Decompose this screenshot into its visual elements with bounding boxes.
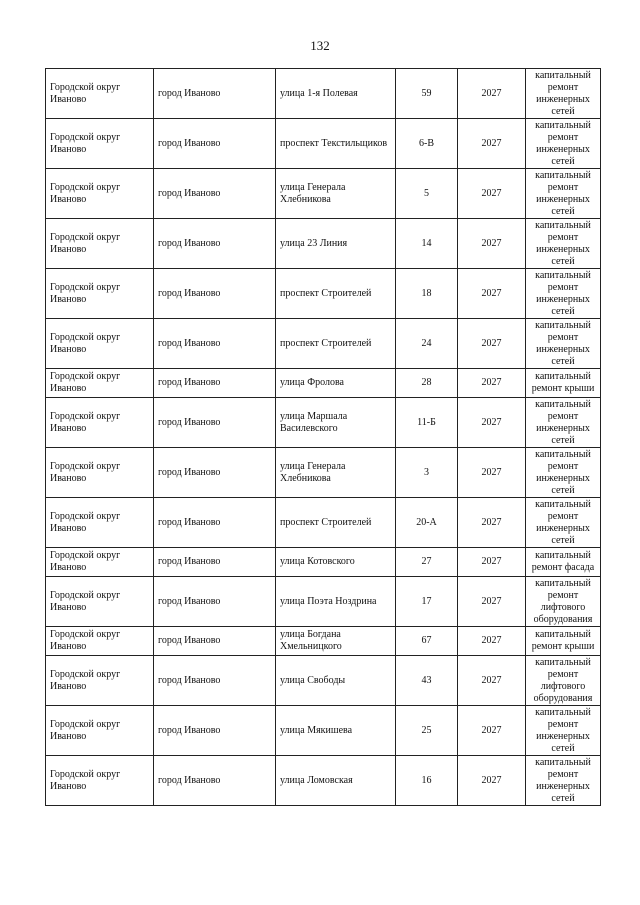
municipality-cell: Городской округ Иваново xyxy=(46,627,154,656)
locality-cell: город Иваново xyxy=(154,119,276,169)
house-number-cell: 5 xyxy=(396,169,458,219)
table-row xyxy=(46,319,601,369)
house-number-cell: 16 xyxy=(396,756,458,806)
municipality-cell: Городской округ Иваново xyxy=(46,69,154,119)
work-type-cell: капитальный ремонт лифтового оборудования xyxy=(526,656,601,706)
house-number-cell: 6-В xyxy=(396,119,458,169)
house-number-cell: 18 xyxy=(396,269,458,319)
table-row xyxy=(46,548,601,577)
house-number-cell: 24 xyxy=(396,319,458,369)
municipality-cell: Городской округ Иваново xyxy=(46,169,154,219)
table-row xyxy=(46,756,601,806)
municipality-cell: Городской округ Иваново xyxy=(46,498,154,548)
municipality-cell: Городской округ Иваново xyxy=(46,398,154,448)
locality-cell: город Иваново xyxy=(154,548,276,577)
street-cell: улица Ломовская xyxy=(276,756,396,806)
table-row xyxy=(46,119,601,169)
table-row xyxy=(46,498,601,548)
table-row xyxy=(46,219,601,269)
locality-cell: город Иваново xyxy=(154,69,276,119)
year-cell: 2027 xyxy=(458,498,526,548)
locality-cell: город Иваново xyxy=(154,398,276,448)
house-number-cell: 17 xyxy=(396,577,458,627)
table-body xyxy=(46,69,601,806)
year-cell: 2027 xyxy=(458,656,526,706)
locality-cell: город Иваново xyxy=(154,319,276,369)
house-number-cell: 14 xyxy=(396,219,458,269)
municipality-cell: Городской округ Иваново xyxy=(46,119,154,169)
work-type-cell: капитальный ремонт инженерных сетей xyxy=(526,706,601,756)
locality-cell: город Иваново xyxy=(154,269,276,319)
table-row xyxy=(46,448,601,498)
work-type-cell: капитальный ремонт инженерных сетей xyxy=(526,119,601,169)
year-cell: 2027 xyxy=(458,398,526,448)
street-cell: улица Поэта Ноздрина xyxy=(276,577,396,627)
table-row xyxy=(46,706,601,756)
municipality-cell: Городской округ Иваново xyxy=(46,548,154,577)
year-cell: 2027 xyxy=(458,319,526,369)
house-number-cell: 25 xyxy=(396,706,458,756)
work-type-cell: капитальный ремонт инженерных сетей xyxy=(526,448,601,498)
locality-cell: город Иваново xyxy=(154,706,276,756)
street-cell: улица Богдана Хмельницкого xyxy=(276,627,396,656)
year-cell: 2027 xyxy=(458,269,526,319)
work-type-cell: капитальный ремонт инженерных сетей xyxy=(526,219,601,269)
table-row xyxy=(46,169,601,219)
street-cell: улица Свободы xyxy=(276,656,396,706)
street-cell: улица Маршала Василевского xyxy=(276,398,396,448)
locality-cell: город Иваново xyxy=(154,756,276,806)
street-cell: улица Мякишева xyxy=(276,706,396,756)
street-cell: проспект Строителей xyxy=(276,498,396,548)
page-number: 132 xyxy=(310,38,330,53)
house-number-cell: 3 xyxy=(396,448,458,498)
street-cell: улица 1-я Полевая xyxy=(276,69,396,119)
house-number-cell: 27 xyxy=(396,548,458,577)
work-type-cell: капитальный ремонт инженерных сетей xyxy=(526,756,601,806)
repair-register-table xyxy=(45,68,601,806)
table-row xyxy=(46,369,601,398)
street-cell: проспект Строителей xyxy=(276,269,396,319)
year-cell: 2027 xyxy=(458,448,526,498)
locality-cell: город Иваново xyxy=(154,577,276,627)
work-type-cell: капитальный ремонт инженерных сетей xyxy=(526,398,601,448)
house-number-cell: 43 xyxy=(396,656,458,706)
street-cell: улица Генерала Хлебникова xyxy=(276,448,396,498)
year-cell: 2027 xyxy=(458,169,526,219)
street-cell: улица Котовского xyxy=(276,548,396,577)
table-row xyxy=(46,656,601,706)
municipality-cell: Городской округ Иваново xyxy=(46,269,154,319)
street-cell: улица 23 Линия xyxy=(276,219,396,269)
work-type-cell: капитальный ремонт крыши xyxy=(526,627,601,656)
year-cell: 2027 xyxy=(458,548,526,577)
house-number-cell: 67 xyxy=(396,627,458,656)
work-type-cell: капитальный ремонт инженерных сетей xyxy=(526,69,601,119)
work-type-cell: капитальный ремонт инженерных сетей xyxy=(526,498,601,548)
street-cell: улица Фролова xyxy=(276,369,396,398)
locality-cell: город Иваново xyxy=(154,448,276,498)
locality-cell: город Иваново xyxy=(154,498,276,548)
locality-cell: город Иваново xyxy=(154,219,276,269)
table-row xyxy=(46,627,601,656)
municipality-cell: Городской округ Иваново xyxy=(46,656,154,706)
year-cell: 2027 xyxy=(458,69,526,119)
year-cell: 2027 xyxy=(458,369,526,398)
street-cell: проспект Строителей xyxy=(276,319,396,369)
year-cell: 2027 xyxy=(458,219,526,269)
locality-cell: город Иваново xyxy=(154,369,276,398)
year-cell: 2027 xyxy=(458,706,526,756)
work-type-cell: капитальный ремонт лифтового оборудования xyxy=(526,577,601,627)
municipality-cell: Городской округ Иваново xyxy=(46,577,154,627)
municipality-cell: Городской округ Иваново xyxy=(46,319,154,369)
locality-cell: город Иваново xyxy=(154,627,276,656)
municipality-cell: Городской округ Иваново xyxy=(46,756,154,806)
municipality-cell: Городской округ Иваново xyxy=(46,369,154,398)
work-type-cell: капитальный ремонт инженерных сетей xyxy=(526,169,601,219)
municipality-cell: Городской округ Иваново xyxy=(46,706,154,756)
work-type-cell: капитальный ремонт инженерных сетей xyxy=(526,269,601,319)
house-number-cell: 59 xyxy=(396,69,458,119)
house-number-cell: 20-А xyxy=(396,498,458,548)
table-row xyxy=(46,398,601,448)
year-cell: 2027 xyxy=(458,627,526,656)
municipality-cell: Городской округ Иваново xyxy=(46,448,154,498)
work-type-cell: капитальный ремонт инженерных сетей xyxy=(526,319,601,369)
year-cell: 2027 xyxy=(458,756,526,806)
house-number-cell: 28 xyxy=(396,369,458,398)
work-type-cell: капитальный ремонт фасада xyxy=(526,548,601,577)
year-cell: 2027 xyxy=(458,119,526,169)
house-number-cell: 11-Б xyxy=(396,398,458,448)
street-cell: улица Генерала Хлебникова xyxy=(276,169,396,219)
locality-cell: город Иваново xyxy=(154,169,276,219)
table-row xyxy=(46,577,601,627)
municipality-cell: Городской округ Иваново xyxy=(46,219,154,269)
street-cell: проспект Текстильщиков xyxy=(276,119,396,169)
locality-cell: город Иваново xyxy=(154,656,276,706)
table-row xyxy=(46,69,601,119)
work-type-cell: капитальный ремонт крыши xyxy=(526,369,601,398)
table-row xyxy=(46,269,601,319)
year-cell: 2027 xyxy=(458,577,526,627)
